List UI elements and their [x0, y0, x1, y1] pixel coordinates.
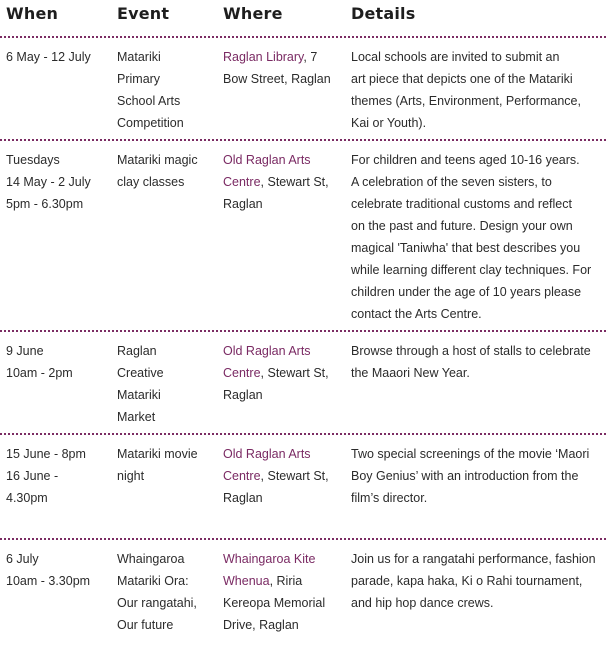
venue-link[interactable]: Old Raglan Arts Centre	[223, 153, 311, 189]
table-header	[0, 0, 606, 36]
cell-details: Join us for a rangatahi performance, fashion parade, kapa haka, Ki o Rahi tournament, and hip hop dance crews.	[351, 552, 596, 610]
venue-link[interactable]: Whaingaroa Kite Whenua	[223, 552, 316, 588]
cell-event: Whaingaroa Matariki Ora: Our rangatahi, Our future	[117, 552, 197, 632]
venue-address: , Stewart St, Raglan	[223, 469, 329, 505]
cell-event: Matariki movie night	[117, 447, 198, 483]
venue-link[interactable]: Raglan Library	[223, 50, 304, 64]
cell-details: Browse through a host of stalls to celebrate the Maaori New Year.	[351, 344, 591, 380]
cell-where	[223, 46, 347, 90]
cell-details: For children and teens aged 10-16 years. A celebration of the seven sisters, to celebrate traditional customs and reflect on the past and future. Design your own magical 'Taniwha' that best describes you while learning different clay techniques. For children under the age of 10 years please contact the Arts Centre.	[351, 153, 592, 321]
venue-link[interactable]: Old Raglan Arts Centre	[223, 344, 311, 380]
venue-link[interactable]: Old Raglan Arts Centre	[223, 447, 311, 483]
table-row	[0, 36, 606, 139]
table-row	[0, 139, 606, 330]
cell-where	[223, 340, 347, 406]
cell-when: 9 June 10am - 2pm	[6, 344, 73, 380]
table-row	[0, 330, 606, 433]
cell-event: Matariki Primary School Arts Competition	[117, 50, 184, 130]
table-row	[0, 433, 606, 538]
cell-details: Local schools are invited to submit an art piece that depicts one of the Matariki themes (Arts, Environment, Performance, Kai or Youth).	[351, 50, 581, 130]
venue-address: , Stewart St, Raglan	[223, 366, 329, 402]
venue-address: , Stewart St, Raglan	[223, 175, 329, 211]
cell-when: 15 June - 8pm 16 June - 4.30pm	[6, 447, 86, 505]
cell-when: Tuesdays 14 May - 2 July 5pm - 6.30pm	[6, 153, 91, 211]
cell-event: Raglan Creative Matariki Market	[117, 344, 164, 424]
venue-address: , 7 Bow Street, Raglan	[223, 50, 331, 86]
header-when: When	[6, 4, 59, 23]
header-event: Event	[117, 4, 170, 23]
cell-where	[223, 548, 347, 636]
cell-details: Two special screenings of the movie ‘Maori Boy Genius’ with an introduction from the film’s director.	[351, 447, 590, 505]
cell-when: 6 May - 12 July	[6, 50, 91, 64]
header-details: Details	[351, 4, 416, 23]
cell-where	[223, 149, 347, 215]
table-row	[0, 538, 606, 649]
cell-event: Matariki magic clay classes	[117, 153, 198, 189]
cell-where	[223, 443, 347, 509]
venue-address: , Riria Kereopa Memorial Drive, Raglan	[223, 574, 326, 632]
header-where: Where	[223, 4, 283, 23]
cell-when: 6 July 10am - 3.30pm	[6, 552, 91, 588]
